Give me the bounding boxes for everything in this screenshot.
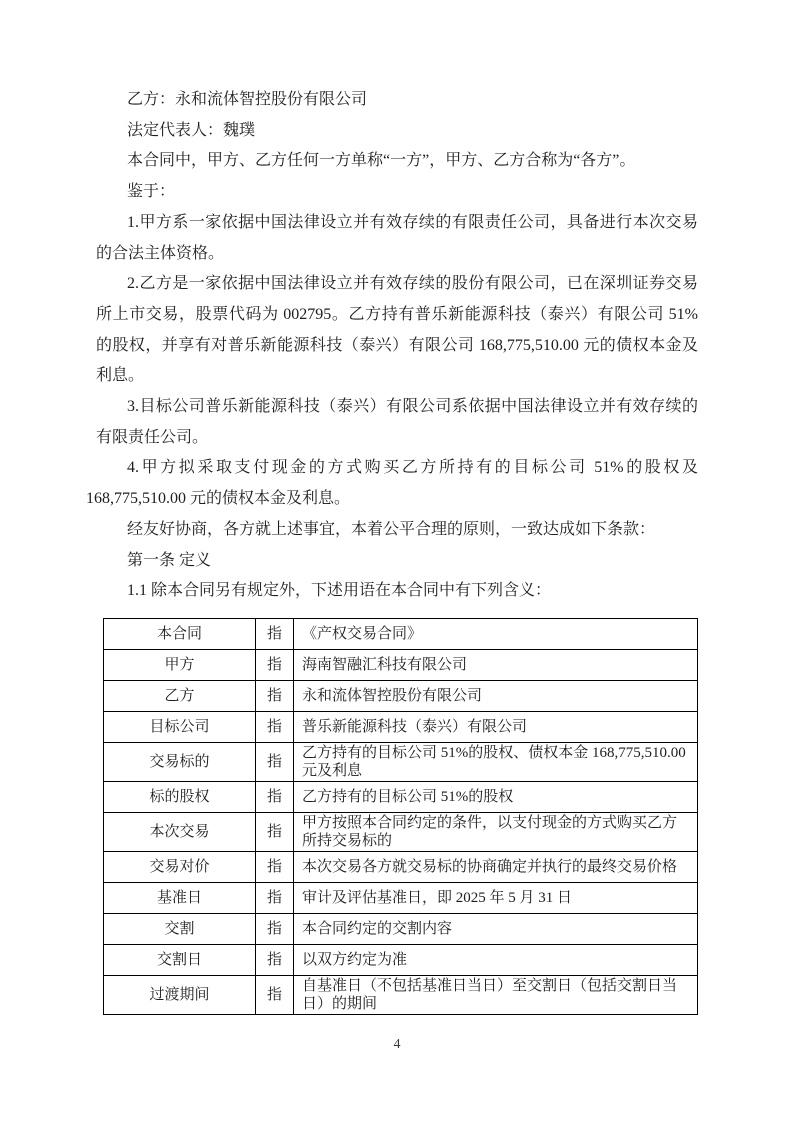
definition-cell: 乙方持有的目标公司 51%的股权、债权本金 168,775,510.00 元及利息 — [294, 742, 698, 781]
contract-body — [86, 85, 698, 1015]
agreement-clause — [96, 515, 698, 546]
indicator-cell: 指 — [256, 742, 294, 781]
indicator-cell: 指 — [256, 781, 294, 812]
definition-cell: 自基准日（不包括基准日当日）至交割日（包括交割日当日）的期间 — [294, 975, 698, 1014]
definition-cell: 《产权交易合同》 — [294, 618, 698, 649]
indicator-cell: 指 — [256, 680, 294, 711]
paragraph-line: 3.目标公司普乐新能源科技（泰兴）有限公司系依据中国法律设立并有效存续的 — [127, 398, 698, 416]
table-row — [104, 882, 698, 913]
paragraph-line: 1.1 除本合同另有规定外，下述用语在本合同中有下列含义： — [127, 582, 552, 600]
term-cell: 目标公司 — [104, 711, 256, 742]
indicator-cell: 指 — [256, 711, 294, 742]
paragraph-line: 2.乙方是一家依据中国法律设立并有效存续的股份有限公司，已在深圳证券交易 — [127, 275, 698, 293]
table-row — [104, 649, 698, 680]
term-cell: 本次交易 — [104, 812, 256, 851]
term-cell: 本合同 — [104, 618, 256, 649]
paragraph-line: 所上市交易，股票代码为 002795。乙方持有普乐新能源科技（泰兴）有限公司 51% — [96, 305, 698, 323]
table-row — [104, 913, 698, 944]
paragraph-line: 4.甲方拟采取支付现金的方式购买乙方所持有的目标公司 51%的股权及 — [127, 459, 698, 477]
paragraph-line: 法定代表人：魏璞 — [127, 121, 256, 139]
definition-cell: 以双方约定为准 — [294, 944, 698, 975]
whereas-heading — [96, 177, 698, 208]
term-cell: 交割日 — [104, 944, 256, 975]
definition-cell: 甲方按照本合同约定的条件，以支付现金的方式购买乙方所持交易标的 — [294, 812, 698, 851]
paragraph-line: 1.甲方系一家依据中国法律设立并有效存续的有限责任公司，具备进行本次交易 — [127, 213, 698, 231]
indicator-cell: 指 — [256, 882, 294, 913]
definition-cell: 审计及评估基准日，即 2025 年 5 月 31 日 — [294, 882, 698, 913]
table-row — [104, 851, 698, 882]
paragraph-line: 乙方：永和流体智控股份有限公司 — [127, 91, 368, 108]
term-cell: 交易对价 — [104, 851, 256, 882]
legal-representative-line — [96, 116, 698, 147]
paragraph-line: 的股权，并享有对普乐新能源科技（泰兴）有限公司 168,775,510.00 元的债权本金及 — [96, 336, 698, 354]
indicator-cell: 指 — [256, 812, 294, 851]
indicator-cell: 指 — [256, 851, 294, 882]
article-1-heading — [96, 546, 698, 577]
definitions-table — [103, 618, 698, 1015]
paragraph-line: 的合法主体资格。 — [96, 244, 225, 262]
table-row — [104, 781, 698, 812]
term-cell: 甲方 — [104, 649, 256, 680]
indicator-cell: 指 — [256, 944, 294, 975]
table-row — [104, 711, 698, 742]
paragraph-line: 经友好协商，各方就上述事宜，本着公平合理的原则，一致达成如下条款： — [127, 520, 656, 538]
party-naming-clause — [96, 146, 698, 177]
term-cell: 基准日 — [104, 882, 256, 913]
table-row — [104, 742, 698, 781]
page-number: 4 — [393, 1037, 401, 1052]
indicator-cell: 指 — [256, 913, 294, 944]
paragraph-line: 第一条 定义 — [127, 551, 212, 569]
indicator-cell: 指 — [256, 618, 294, 649]
indicator-cell: 指 — [256, 649, 294, 680]
recital-4 — [86, 453, 698, 514]
term-cell: 标的股权 — [104, 781, 256, 812]
table-row — [104, 680, 698, 711]
recital-3 — [96, 392, 698, 453]
term-cell: 交割 — [104, 913, 256, 944]
definition-cell: 海南智融汇科技有限公司 — [294, 649, 698, 680]
table-row — [104, 812, 698, 851]
paragraph-line: 有限责任公司。 — [96, 428, 209, 446]
term-cell: 乙方 — [104, 680, 256, 711]
paragraph-line: 利息。 — [96, 367, 145, 385]
paragraph-line: 168,775,510.00 元的债权本金及利息。 — [86, 490, 351, 508]
term-cell: 过渡期间 — [104, 975, 256, 1014]
definition-cell: 普乐新能源科技（泰兴）有限公司 — [294, 711, 698, 742]
term-cell: 交易标的 — [104, 742, 256, 781]
table-row — [104, 975, 698, 1014]
definition-cell: 永和流体智控股份有限公司 — [294, 680, 698, 711]
recital-1 — [96, 208, 698, 269]
paragraph-line: 本合同中，甲方、乙方任何一方单称“一方”，甲方、乙方合称为“各方”。 — [127, 152, 636, 170]
table-row — [104, 618, 698, 649]
indicator-cell: 指 — [256, 975, 294, 1014]
paragraph-line: 鉴于： — [127, 183, 176, 201]
table-row — [104, 944, 698, 975]
definition-cell: 乙方持有的目标公司 51%的股权 — [294, 781, 698, 812]
definition-cell: 本合同约定的交割内容 — [294, 913, 698, 944]
definition-cell: 本次交易各方就交易标的协商确定并执行的最终交易价格 — [294, 851, 698, 882]
clause-1-1 — [96, 576, 698, 607]
recital-2 — [96, 269, 698, 392]
party-b-line — [96, 85, 698, 116]
